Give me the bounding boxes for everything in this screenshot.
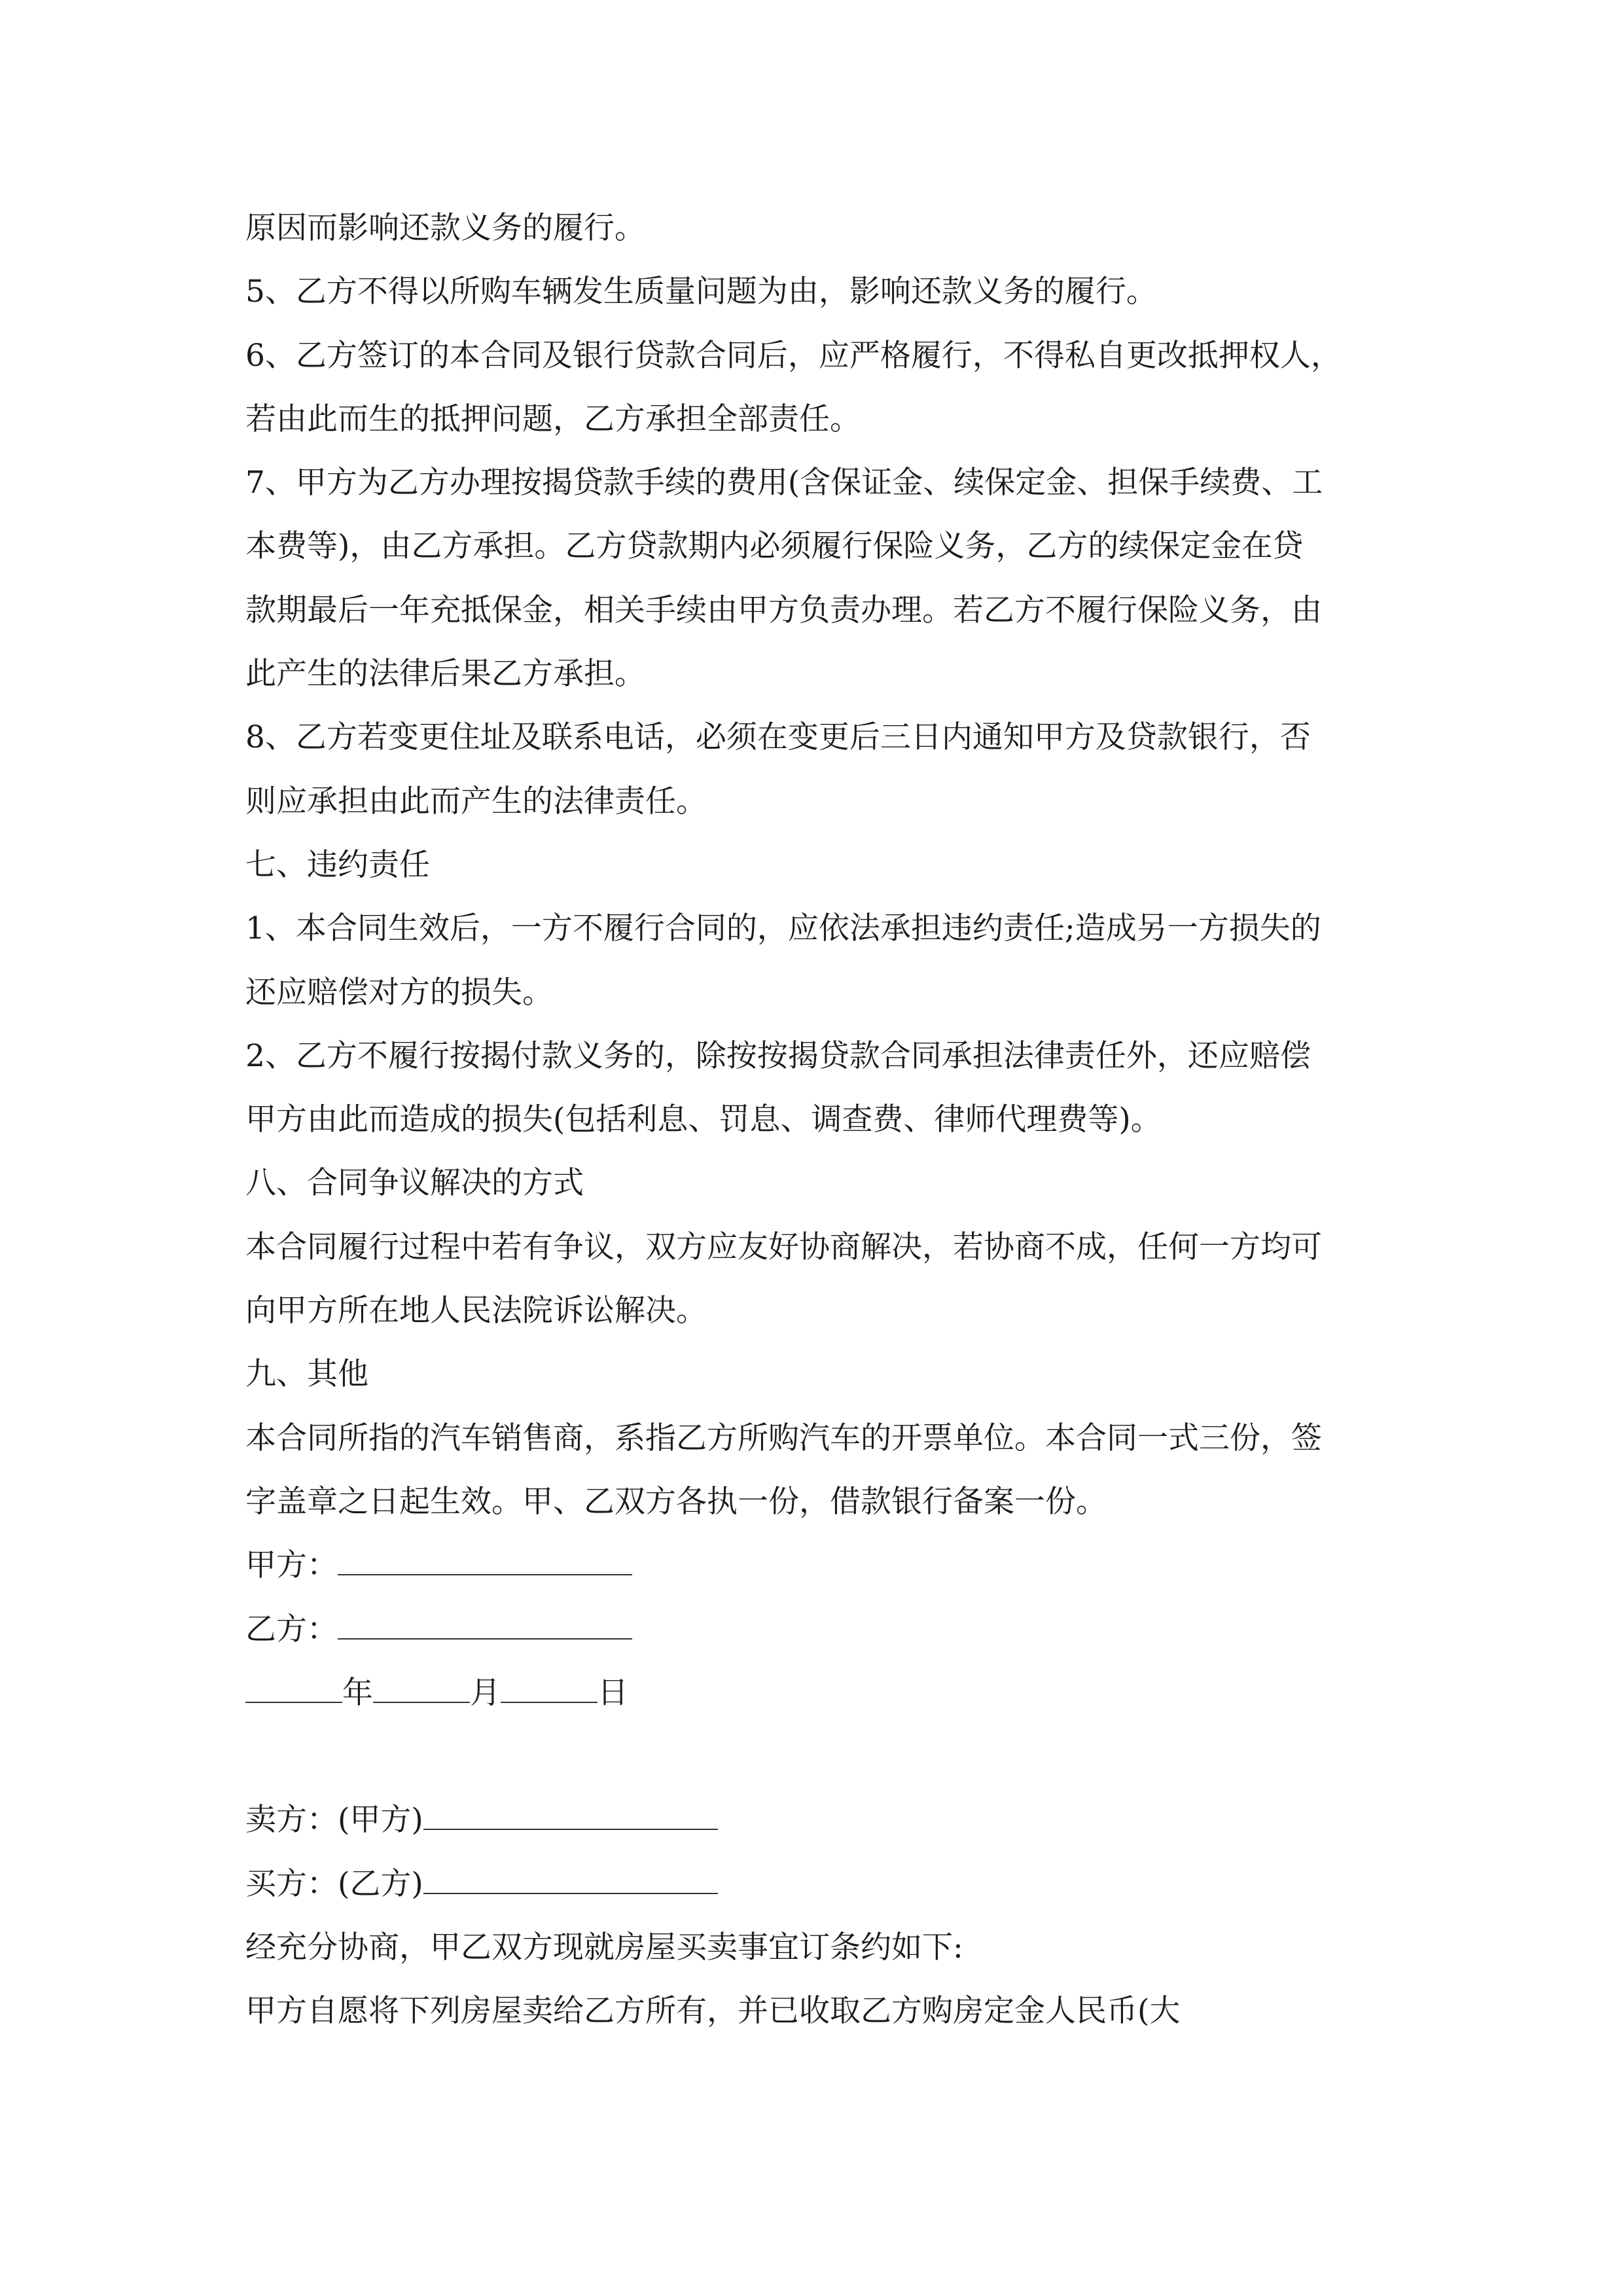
- other-text: 本合同所指的汽车销售商，系指乙方所购汽车的开票单位。本合同一式三份，签: [245, 1420, 1322, 1456]
- section-heading-breach: 七、违约责任: [245, 846, 430, 883]
- contract-intro: 经充分协商，甲乙双方现就房屋买卖事宜订条约如下:: [245, 1929, 963, 1966]
- clause-7: 7、甲方为乙方办理按揭贷款手续的费用(含保证金、续保定金、担保手续费、工: [245, 465, 1323, 501]
- seller-line: [245, 1788, 1384, 1852]
- party-b-label: 乙方：: [245, 1611, 338, 1647]
- text-line: 字盖章之日起生效。甲、乙双方各执一份，借款银行备案一份。: [245, 1483, 1107, 1520]
- party-a-label: 甲方：: [245, 1547, 338, 1584]
- clause-8: 8、乙方若变更住址及联系电话，必须在变更后三日内通知甲方及贷款银行，否: [245, 719, 1311, 756]
- breach-clause-2: 2、乙方不履行按揭付款义务的，除按按揭贷款合同承担法律责任外，还应赔偿: [245, 1037, 1311, 1074]
- buyer-blank[interactable]: [423, 1869, 718, 1894]
- text-line: 还应赔偿对方的损失。: [245, 974, 553, 1011]
- text-line: 若由此而生的抵押问题，乙方承担全部责任。: [245, 401, 861, 437]
- party-b-blank[interactable]: [338, 1615, 632, 1640]
- contract-clause: 甲方自愿将下列房屋卖给乙方所有，并已收取乙方购房定金人民币(大: [245, 1993, 1181, 2030]
- text-line: 此产生的法律后果乙方承担。: [245, 656, 645, 692]
- text-line: 本费等)，由乙方承担。乙方贷款期内必须履行保险义务，乙方的续保定金在贷: [245, 528, 1304, 565]
- breach-clause-1: 1、本合同生效后，一方不履行合同的，应依法承担违约责任;造成另一方损失的: [245, 910, 1321, 947]
- clause-5: 5、乙方不得以所购车辆发生质量问题为由，影响还款义务的履行。: [245, 274, 1157, 310]
- text-line: 款期最后一年充抵保金，相关手续由甲方负责办理。若乙方不履行保险义务，由: [245, 592, 1322, 628]
- month-label: 月: [470, 1674, 501, 1711]
- year-label: 年: [342, 1674, 373, 1711]
- spacer: [245, 1725, 1384, 1788]
- buyer-line: [245, 1852, 1384, 1916]
- date-line: [245, 1661, 1384, 1725]
- month-blank[interactable]: [373, 1678, 470, 1703]
- text-line: 则应承担由此而产生的法律责任。: [245, 783, 707, 819]
- clause-6: 6、乙方签订的本合同及银行贷款合同后，应严格履行，不得私自更改抵押权人，: [245, 337, 1342, 374]
- dispute-text: 本合同履行过程中若有争议，双方应友好协商解决，若协商不成，任何一方均可: [245, 1229, 1322, 1265]
- section-heading-other: 九、其他: [245, 1356, 368, 1393]
- text-line: 原因而影响还款义务的履行。: [245, 210, 645, 246]
- day-label: 日: [597, 1674, 628, 1711]
- buyer-label: 买方：(乙方): [245, 1865, 423, 1902]
- seller-label: 卖方：(甲方): [245, 1802, 423, 1839]
- document-body: [245, 196, 1384, 2043]
- day-blank[interactable]: [501, 1678, 597, 1703]
- party-b-signature-line: [245, 1598, 1384, 1661]
- seller-blank[interactable]: [423, 1805, 718, 1830]
- text-line: 甲方由此而造成的损失(包括利息、罚息、调查费、律师代理费等)。: [245, 1102, 1162, 1138]
- party-a-blank[interactable]: [338, 1551, 632, 1575]
- text-line: 向甲方所在地人民法院诉讼解决。: [245, 1293, 707, 1329]
- year-blank[interactable]: [245, 1678, 342, 1703]
- section-heading-dispute: 八、合同争议解决的方式: [245, 1165, 584, 1202]
- party-a-signature-line: [245, 1534, 1384, 1597]
